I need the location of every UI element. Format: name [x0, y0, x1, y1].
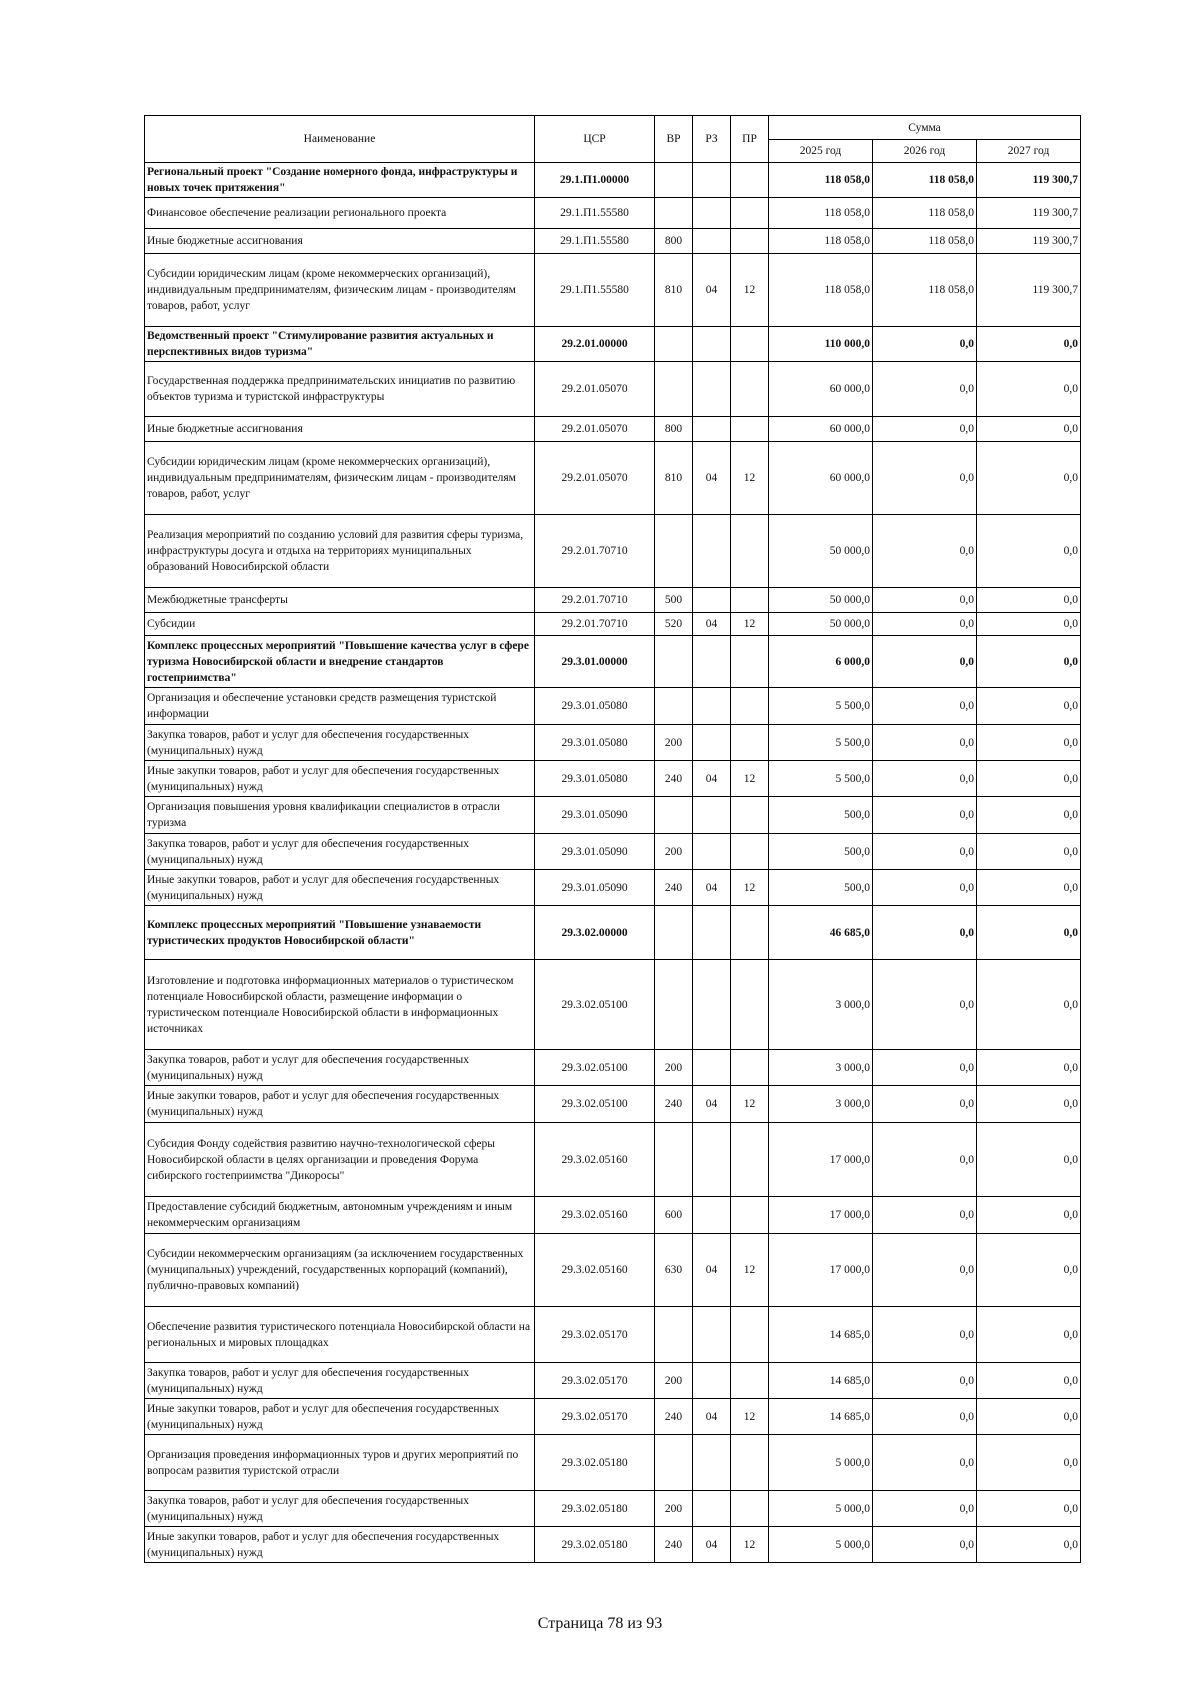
row-sum-2026: 0,0: [873, 588, 977, 613]
row-csr: 29.2.01.05070: [535, 417, 655, 442]
row-name: Субсидии: [145, 613, 535, 636]
row-sum-2027: 0,0: [977, 362, 1081, 417]
row-pr: [731, 1050, 769, 1086]
row-sum-2026: 0,0: [873, 725, 977, 761]
row-pr: [731, 163, 769, 198]
table-row: [145, 327, 1081, 362]
table-row: [145, 1491, 1081, 1527]
budget-table: [144, 115, 1081, 1563]
row-vr: 200: [655, 1491, 693, 1527]
row-sum-2027: 0,0: [977, 1197, 1081, 1234]
row-vr: [655, 688, 693, 725]
row-name: Субсидии юридическим лицам (кроме некоммерческих организаций), индивидуальным предпринимателям, физическим лицам - производителям товаров, работ, услуг: [145, 442, 535, 515]
row-pr: [731, 362, 769, 417]
header-2027: 2027 год: [977, 140, 1081, 163]
row-rz: [693, 688, 731, 725]
row-sum-2025: 118 058,0: [769, 254, 873, 327]
row-sum-2025: 5 500,0: [769, 761, 873, 797]
row-sum-2026: 0,0: [873, 417, 977, 442]
table-row: [145, 163, 1081, 198]
row-sum-2027: 0,0: [977, 1123, 1081, 1197]
row-name: Закупка товаров, работ и услуг для обеспечения государственных (муниципальных) нужд: [145, 725, 535, 761]
table-row: [145, 1086, 1081, 1123]
row-sum-2026: 0,0: [873, 1363, 977, 1399]
row-sum-2025: 17 000,0: [769, 1234, 873, 1307]
row-sum-2027: 0,0: [977, 1307, 1081, 1363]
row-vr: 240: [655, 1527, 693, 1563]
row-sum-2025: 14 685,0: [769, 1307, 873, 1363]
row-sum-2025: 6 000,0: [769, 636, 873, 688]
row-rz: 04: [693, 442, 731, 515]
row-rz: 04: [693, 1527, 731, 1563]
row-name: Закупка товаров, работ и услуг для обеспечения государственных (муниципальных) нужд: [145, 1050, 535, 1086]
row-rz: [693, 636, 731, 688]
header-pr: ПР: [731, 116, 769, 163]
row-csr: 29.3.01.05090: [535, 797, 655, 834]
header-2025: 2025 год: [769, 140, 873, 163]
row-sum-2026: 0,0: [873, 797, 977, 834]
row-rz: [693, 797, 731, 834]
row-sum-2027: 0,0: [977, 1435, 1081, 1491]
row-vr: 200: [655, 1050, 693, 1086]
row-rz: [693, 362, 731, 417]
row-name: Реализация мероприятий по созданию условий для развития сферы туризма, инфраструктуры досуга и отдыха на территориях муниципальных образований Новосибирской области: [145, 515, 535, 588]
row-pr: [731, 906, 769, 960]
header-sum: Сумма: [769, 116, 1081, 140]
row-sum-2027: 0,0: [977, 960, 1081, 1050]
row-sum-2026: 0,0: [873, 761, 977, 797]
row-sum-2026: 118 058,0: [873, 229, 977, 254]
row-pr: 12: [731, 1399, 769, 1435]
row-vr: 240: [655, 1399, 693, 1435]
row-csr: 29.3.02.05170: [535, 1307, 655, 1363]
row-pr: [731, 327, 769, 362]
table-row: [145, 1234, 1081, 1307]
row-rz: 04: [693, 613, 731, 636]
row-rz: 04: [693, 870, 731, 906]
row-pr: 12: [731, 1527, 769, 1563]
row-sum-2027: 0,0: [977, 1527, 1081, 1563]
row-name: Комплекс процессных мероприятий "Повышение узнаваемости туристических продуктов Новосибирской области": [145, 906, 535, 960]
row-sum-2025: 5 000,0: [769, 1435, 873, 1491]
row-sum-2027: 119 300,7: [977, 229, 1081, 254]
row-rz: [693, 1307, 731, 1363]
table-row: [145, 870, 1081, 906]
row-rz: 04: [693, 1086, 731, 1123]
row-sum-2027: 0,0: [977, 327, 1081, 362]
row-sum-2027: 0,0: [977, 417, 1081, 442]
row-vr: [655, 960, 693, 1050]
row-vr: [655, 797, 693, 834]
table-row: [145, 1050, 1081, 1086]
table-row: [145, 1197, 1081, 1234]
row-sum-2027: 0,0: [977, 906, 1081, 960]
row-csr: 29.3.02.05100: [535, 960, 655, 1050]
row-rz: 04: [693, 1399, 731, 1435]
table-row: [145, 417, 1081, 442]
row-sum-2026: 0,0: [873, 688, 977, 725]
row-sum-2026: 0,0: [873, 1086, 977, 1123]
row-vr: [655, 198, 693, 229]
row-name: Субсидии юридическим лицам (кроме некоммерческих организаций), индивидуальным предпринимателям, физическим лицам - производителям товаров, работ, услуг: [145, 254, 535, 327]
row-name: Иные закупки товаров, работ и услуг для обеспечения государственных (муниципальных) нужд: [145, 1527, 535, 1563]
row-rz: [693, 515, 731, 588]
table-header: [145, 116, 1081, 163]
row-sum-2026: 0,0: [873, 960, 977, 1050]
row-name: Предоставление субсидий бюджетным, автономным учреждениям и иным некоммерческим организациям: [145, 1197, 535, 1234]
row-rz: [693, 1491, 731, 1527]
row-sum-2026: 0,0: [873, 1435, 977, 1491]
row-vr: 240: [655, 761, 693, 797]
row-rz: [693, 163, 731, 198]
header-rz: РЗ: [693, 116, 731, 163]
row-sum-2026: 0,0: [873, 1050, 977, 1086]
row-sum-2025: 3 000,0: [769, 1086, 873, 1123]
row-pr: [731, 1307, 769, 1363]
row-csr: 29.3.01.05090: [535, 834, 655, 870]
row-csr: 29.1.П1.55580: [535, 254, 655, 327]
row-name: Организация проведения информационных туров и других мероприятий по вопросам развития туристской отрасли: [145, 1435, 535, 1491]
row-name: Организация и обеспечение установки средств размещения туристской информации: [145, 688, 535, 725]
row-vr: [655, 906, 693, 960]
row-vr: 500: [655, 588, 693, 613]
table-row: [145, 688, 1081, 725]
row-sum-2027: 0,0: [977, 636, 1081, 688]
row-name: Межбюджетные трансферты: [145, 588, 535, 613]
row-sum-2025: 5 000,0: [769, 1491, 873, 1527]
row-sum-2025: 5 500,0: [769, 725, 873, 761]
row-csr: 29.3.01.05080: [535, 688, 655, 725]
row-name: Закупка товаров, работ и услуг для обеспечения государственных (муниципальных) нужд: [145, 834, 535, 870]
table-row: [145, 1363, 1081, 1399]
row-sum-2025: 5 000,0: [769, 1527, 873, 1563]
row-name: Ведомственный проект "Стимулирование развития актуальных и перспективных видов туризма": [145, 327, 535, 362]
row-name: Обеспечение развития туристического потенциала Новосибирской области на региональных и мировых площадках: [145, 1307, 535, 1363]
row-name: Государственная поддержка предпринимательских инициатив по развитию объектов туризма и туристской инфраструктуры: [145, 362, 535, 417]
row-sum-2025: 500,0: [769, 834, 873, 870]
row-pr: [731, 688, 769, 725]
row-vr: [655, 327, 693, 362]
header-2026: 2026 год: [873, 140, 977, 163]
row-csr: 29.2.01.00000: [535, 327, 655, 362]
row-name: Организация повышения уровня квалификации специалистов в отрасли туризма: [145, 797, 535, 834]
row-sum-2025: 110 000,0: [769, 327, 873, 362]
row-vr: [655, 362, 693, 417]
row-sum-2027: 0,0: [977, 834, 1081, 870]
row-sum-2026: 0,0: [873, 1234, 977, 1307]
row-csr: 29.3.01.05090: [535, 870, 655, 906]
table-row: [145, 588, 1081, 613]
row-csr: 29.3.02.05180: [535, 1527, 655, 1563]
row-pr: [731, 834, 769, 870]
table-row: [145, 834, 1081, 870]
row-pr: 12: [731, 254, 769, 327]
row-csr: 29.3.01.05080: [535, 761, 655, 797]
row-name: Иные закупки товаров, работ и услуг для обеспечения государственных (муниципальных) нужд: [145, 1086, 535, 1123]
row-vr: [655, 636, 693, 688]
row-vr: 630: [655, 1234, 693, 1307]
row-sum-2027: 0,0: [977, 797, 1081, 834]
row-pr: [731, 588, 769, 613]
row-sum-2025: 500,0: [769, 870, 873, 906]
row-pr: 12: [731, 761, 769, 797]
row-sum-2026: 0,0: [873, 1197, 977, 1234]
row-csr: 29.3.02.05170: [535, 1363, 655, 1399]
row-pr: [731, 229, 769, 254]
row-sum-2026: 118 058,0: [873, 198, 977, 229]
table-row: [145, 362, 1081, 417]
row-name: Иные бюджетные ассигнования: [145, 229, 535, 254]
row-pr: [731, 636, 769, 688]
row-pr: 12: [731, 1086, 769, 1123]
table-row: [145, 906, 1081, 960]
row-rz: 04: [693, 761, 731, 797]
row-sum-2027: 119 300,7: [977, 254, 1081, 327]
row-csr: 29.1.П1.55580: [535, 229, 655, 254]
row-rz: [693, 588, 731, 613]
row-csr: 29.3.02.05160: [535, 1234, 655, 1307]
row-sum-2025: 60 000,0: [769, 362, 873, 417]
row-csr: 29.2.01.70710: [535, 613, 655, 636]
row-csr: 29.2.01.70710: [535, 515, 655, 588]
row-vr: 520: [655, 613, 693, 636]
row-pr: 12: [731, 442, 769, 515]
row-vr: [655, 1123, 693, 1197]
row-pr: [731, 515, 769, 588]
table-row: [145, 636, 1081, 688]
row-sum-2026: 0,0: [873, 613, 977, 636]
row-vr: [655, 515, 693, 588]
row-csr: 29.3.02.05180: [535, 1435, 655, 1491]
row-rz: [693, 960, 731, 1050]
row-name: Закупка товаров, работ и услуг для обеспечения государственных (муниципальных) нужд: [145, 1363, 535, 1399]
row-pr: [731, 960, 769, 1050]
row-sum-2026: 0,0: [873, 870, 977, 906]
row-sum-2025: 50 000,0: [769, 613, 873, 636]
table-row: [145, 613, 1081, 636]
row-sum-2026: 118 058,0: [873, 254, 977, 327]
row-rz: [693, 1123, 731, 1197]
row-rz: [693, 725, 731, 761]
row-rz: [693, 834, 731, 870]
table-row: [145, 442, 1081, 515]
row-sum-2025: 17 000,0: [769, 1123, 873, 1197]
row-vr: 810: [655, 254, 693, 327]
row-csr: 29.2.01.70710: [535, 588, 655, 613]
row-rz: [693, 327, 731, 362]
row-csr: 29.2.01.05070: [535, 362, 655, 417]
row-sum-2027: 0,0: [977, 725, 1081, 761]
row-sum-2025: 3 000,0: [769, 1050, 873, 1086]
row-sum-2027: 0,0: [977, 1491, 1081, 1527]
table-body: [145, 163, 1081, 1563]
row-pr: [731, 1435, 769, 1491]
row-pr: [731, 725, 769, 761]
row-sum-2027: 119 300,7: [977, 198, 1081, 229]
row-csr: 29.3.02.05180: [535, 1491, 655, 1527]
row-sum-2025: 14 685,0: [769, 1363, 873, 1399]
row-name: Субсидия Фонду содействия развитию научно-технологической сферы Новосибирской области в целях организации и проведения Форума сибирского гостеприимства "Дикоросы": [145, 1123, 535, 1197]
row-rz: [693, 906, 731, 960]
table-row: [145, 797, 1081, 834]
table-row: [145, 254, 1081, 327]
row-name: Иные закупки товаров, работ и услуг для обеспечения государственных (муниципальных) нужд: [145, 761, 535, 797]
row-rz: 04: [693, 254, 731, 327]
row-pr: [731, 1363, 769, 1399]
row-sum-2026: 0,0: [873, 362, 977, 417]
row-csr: 29.3.01.00000: [535, 636, 655, 688]
row-rz: [693, 229, 731, 254]
row-sum-2027: 0,0: [977, 613, 1081, 636]
row-rz: [693, 1363, 731, 1399]
row-name: Финансовое обеспечение реализации регионального проекта: [145, 198, 535, 229]
table-row: [145, 1399, 1081, 1435]
row-csr: 29.1.П1.55580: [535, 198, 655, 229]
row-vr: 800: [655, 417, 693, 442]
row-sum-2027: 0,0: [977, 442, 1081, 515]
row-pr: 12: [731, 870, 769, 906]
row-sum-2025: 118 058,0: [769, 229, 873, 254]
row-vr: [655, 1307, 693, 1363]
header-csr: ЦСР: [535, 116, 655, 163]
row-rz: [693, 1050, 731, 1086]
row-csr: 29.3.02.05170: [535, 1399, 655, 1435]
row-vr: 800: [655, 229, 693, 254]
row-name: Изготовление и подготовка информационных материалов о туристическом потенциале Новосибирской области, размещение информации о туристическом потенциале Новосибирской области в информационных источниках: [145, 960, 535, 1050]
row-rz: [693, 417, 731, 442]
row-name: Субсидии некоммерческим организациям (за исключением государственных (муниципальных) учреждений, государственных корпораций (компаний), публично-правовых компаний): [145, 1234, 535, 1307]
row-sum-2025: 46 685,0: [769, 906, 873, 960]
row-sum-2026: 0,0: [873, 1399, 977, 1435]
row-rz: [693, 1435, 731, 1491]
row-sum-2027: 0,0: [977, 1050, 1081, 1086]
row-pr: [731, 198, 769, 229]
row-sum-2027: 119 300,7: [977, 163, 1081, 198]
row-sum-2027: 0,0: [977, 870, 1081, 906]
row-vr: [655, 1435, 693, 1491]
row-sum-2026: 0,0: [873, 1491, 977, 1527]
row-name: Иные закупки товаров, работ и услуг для обеспечения государственных (муниципальных) нужд: [145, 870, 535, 906]
row-sum-2026: 0,0: [873, 1527, 977, 1563]
table-row: [145, 761, 1081, 797]
row-rz: [693, 198, 731, 229]
row-sum-2025: 50 000,0: [769, 588, 873, 613]
row-vr: [655, 163, 693, 198]
row-sum-2026: 0,0: [873, 906, 977, 960]
row-pr: [731, 1197, 769, 1234]
row-sum-2025: 118 058,0: [769, 163, 873, 198]
page-number: Страница 78 из 93: [537, 1615, 663, 1632]
row-sum-2026: 0,0: [873, 327, 977, 362]
row-sum-2025: 500,0: [769, 797, 873, 834]
row-sum-2027: 0,0: [977, 515, 1081, 588]
row-sum-2026: 0,0: [873, 442, 977, 515]
row-vr: 600: [655, 1197, 693, 1234]
row-name: Региональный проект "Создание номерного фонда, инфраструктуры и новых точек притяжения": [145, 163, 535, 198]
table-row: [145, 725, 1081, 761]
table-row: [145, 960, 1081, 1050]
table-row: [145, 229, 1081, 254]
row-csr: 29.2.01.05070: [535, 442, 655, 515]
table-row: [145, 1527, 1081, 1563]
row-name: Комплекс процессных мероприятий "Повышение качества услуг в сфере туризма Новосибирской области и внедрение стандартов гостеприимства": [145, 636, 535, 688]
row-sum-2026: 0,0: [873, 636, 977, 688]
row-vr: 200: [655, 1363, 693, 1399]
row-pr: [731, 1491, 769, 1527]
row-vr: 200: [655, 725, 693, 761]
row-sum-2025: 14 685,0: [769, 1399, 873, 1435]
row-sum-2025: 60 000,0: [769, 442, 873, 515]
row-pr: 12: [731, 613, 769, 636]
row-sum-2026: 0,0: [873, 1307, 977, 1363]
row-sum-2027: 0,0: [977, 588, 1081, 613]
table-row: [145, 1307, 1081, 1363]
row-sum-2026: 0,0: [873, 1123, 977, 1197]
row-sum-2025: 50 000,0: [769, 515, 873, 588]
row-rz: 04: [693, 1234, 731, 1307]
row-sum-2026: 0,0: [873, 834, 977, 870]
row-sum-2026: 0,0: [873, 515, 977, 588]
row-sum-2027: 0,0: [977, 1363, 1081, 1399]
row-sum-2027: 0,0: [977, 1086, 1081, 1123]
row-pr: [731, 797, 769, 834]
row-csr: 29.3.02.05160: [535, 1197, 655, 1234]
row-name: Закупка товаров, работ и услуг для обеспечения государственных (муниципальных) нужд: [145, 1491, 535, 1527]
row-csr: 29.3.02.00000: [535, 906, 655, 960]
row-name: Иные закупки товаров, работ и услуг для обеспечения государственных (муниципальных) нужд: [145, 1399, 535, 1435]
row-name: Иные бюджетные ассигнования: [145, 417, 535, 442]
row-sum-2025: 3 000,0: [769, 960, 873, 1050]
row-sum-2025: 17 000,0: [769, 1197, 873, 1234]
row-csr: 29.3.02.05100: [535, 1086, 655, 1123]
row-sum-2027: 0,0: [977, 1234, 1081, 1307]
row-sum-2027: 0,0: [977, 688, 1081, 725]
row-csr: 29.3.02.05160: [535, 1123, 655, 1197]
row-pr: [731, 417, 769, 442]
header-name: Наименование: [145, 116, 535, 163]
table-row: [145, 1435, 1081, 1491]
table-row: [145, 198, 1081, 229]
row-csr: 29.3.01.05080: [535, 725, 655, 761]
row-pr: [731, 1123, 769, 1197]
row-pr: 12: [731, 1234, 769, 1307]
row-sum-2025: 118 058,0: [769, 198, 873, 229]
row-vr: 240: [655, 870, 693, 906]
row-vr: 200: [655, 834, 693, 870]
table-row: [145, 515, 1081, 588]
row-csr: 29.1.П1.00000: [535, 163, 655, 198]
row-sum-2027: 0,0: [977, 761, 1081, 797]
row-sum-2025: 5 500,0: [769, 688, 873, 725]
header-vr: ВР: [655, 116, 693, 163]
row-csr: 29.3.02.05100: [535, 1050, 655, 1086]
table-row: [145, 1123, 1081, 1197]
row-sum-2026: 118 058,0: [873, 163, 977, 198]
row-vr: 810: [655, 442, 693, 515]
row-sum-2027: 0,0: [977, 1399, 1081, 1435]
row-sum-2025: 60 000,0: [769, 417, 873, 442]
row-rz: [693, 1197, 731, 1234]
row-vr: 240: [655, 1086, 693, 1123]
